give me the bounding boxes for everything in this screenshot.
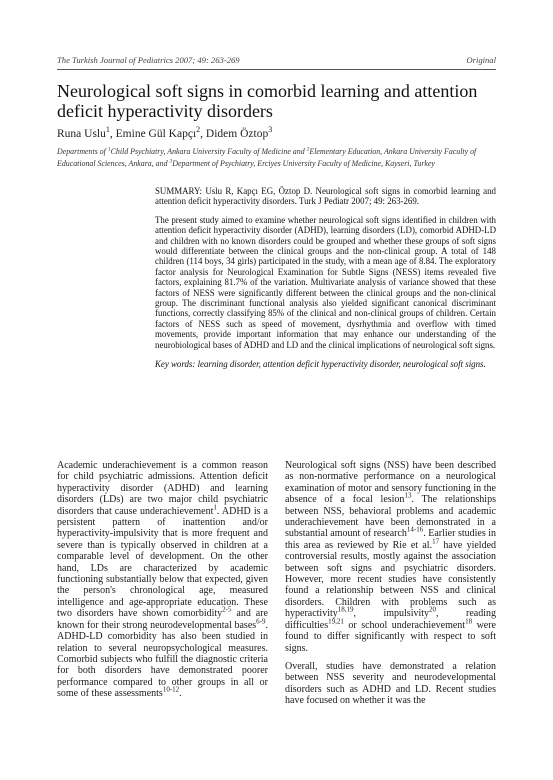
text-run: have yielded controversial results, mostly against the association between soft signs and psychiatric disorders. However, more recent studies have consistently found a relationship between NSS and clinical disorders. Children with problems such as hyperactivity: [285, 539, 497, 620]
text-run: , impulsivity: [353, 608, 430, 620]
text-run: or school underachievement: [343, 619, 466, 631]
affiliation-lead: Departments of: [57, 147, 108, 156]
journal-reference: The Turkish Journal of Pediatrics 2007; 49: 263-269: [57, 55, 240, 65]
affiliations: [57, 146, 497, 169]
citation-mark: 17: [432, 537, 440, 546]
text-run: Neurological soft signs (NSS) have been described as non-normative performance on a neurological examination of motor and sensory functioning in the absence of a focal lesion: [285, 460, 496, 506]
citation-mark: 13: [404, 491, 412, 500]
affiliation-text: Child Psychiatry, Ankara University Faculty of Medicine and: [110, 147, 307, 156]
body-paragraph: [285, 661, 496, 707]
text-run: . The relationships between NSS, behavioral problems and academic underachievement have been demonstrated in a substantial amount of research: [285, 494, 496, 540]
affiliation-mark: 3: [169, 157, 173, 164]
citation-mark: 6-9: [256, 617, 266, 626]
citation-mark: 18,19: [337, 605, 354, 614]
text-run: . ADHD-LD comorbidity has also been studied in relation to several neuropsychological measures. Comorbid subjects who fulfill the diagnostic criteria for both disorders have demonstrated poorer performance compared to other groups in all or some of these assessments: [57, 619, 268, 700]
text-run: .: [179, 688, 182, 700]
affiliation-mark: 1: [107, 146, 111, 153]
abstract-summary: SUMMARY: Uslu R, Kapçı EG, Öztop D. Neurological soft signs in comorbid learning and attention deficit hyperactivity disorders. Turk J Pediatr 2007; 49: 263-269.: [155, 186, 496, 207]
affiliation-mark: 2: [306, 146, 310, 153]
citation-mark: 2-5: [222, 605, 232, 614]
keywords: Key words: learning disorder, attention deficit hyperactivity disorder, neurological soft signs.: [155, 359, 486, 370]
author-affiliation-mark: 1: [105, 125, 110, 135]
section-label: Original: [466, 55, 496, 65]
author-name: Emine Gül Kapçı: [115, 128, 197, 140]
body-column-right: [285, 460, 496, 714]
abstract-body: The present study aimed to examine whether neurological soft signs identified in children with attention deficit hyperactivity disorder (ADHD), learning disorders (LD), comorbid ADHD-LD and children with no known disorders could be grouped and whether these groups of soft signs would differentiate between the clinical groups and the non-clinical group. A total of 148 children (114 boys, 34 girls) participated in the study, with a mean age of 8.84. The exploratory factor analysis for Neurological Examination for Subtle Signs (NESS) items revealed five factors, explaining 81.7% of the variation. Multivariate analysis of variance showed that these factors of NESS were significantly different between the clinical groups and the non-clinical group. The discriminant functional analysis also yielded significant canonical discriminant functions, correctly classifying 85% of the clinical and non-clinical groups of children. Certain factors of NESS such as speed of movement, dysrhythmia and overflow with timed movements, provide important information that may enhance our understanding of the neurobiological bases of ADHD and LD and the clinical implications of neurological soft signs.: [155, 214, 496, 350]
body-paragraph: [57, 460, 268, 700]
body-column-left: [57, 460, 268, 707]
text-run: . Earlier studies in this area as reviewed by Rie et al.: [285, 528, 497, 551]
header-divider: [57, 69, 496, 70]
running-header: [57, 55, 496, 65]
citation-mark: 1: [213, 503, 217, 512]
citation-mark: 18: [465, 617, 473, 626]
text-run: . ADHD is a persistent pattern of inattention and/or hyperactivity-impulsivity that is more frequent and severe than is typically observed in children at a comparable level of development. On the other hand, LDs are characterized by academic functioning substantially below that expected, given the person's chronological age, measured intelligence and age-appropriate education. These two disorders have shown comorbidity: [57, 505, 268, 620]
abstract: [155, 186, 496, 370]
affiliation-text: Elementary Education, Ankara University Faculty of Educational Sciences, Ankara, and: [57, 147, 477, 168]
citation-mark: 14-16: [406, 526, 424, 535]
body-paragraph: [285, 460, 496, 654]
author-name: Didem Öztop: [205, 128, 269, 140]
author-affiliation-mark: 2: [196, 125, 201, 135]
text-run: were found to differ significantly with respect to soft signs.: [285, 619, 496, 654]
text-run: Academic underachievement is a common reason for child psychiatric admissions. Attention deficit hyperactivity disorder (ADHD) and learning disorders (LDs) are two major child psychiatric disorders that cause underachievement: [57, 460, 268, 517]
text-run: Overall, studies have demonstrated a relation between NSS severity and neurodevelopmental disorders such as ADHD and LD. Recent studies have focused on whether it was the: [285, 660, 496, 707]
citation-mark: 20: [429, 605, 437, 614]
affiliation-text: Department of Psychiatry, Erciyes University Faculty of Medicine, Kayseri, Turkey: [172, 158, 435, 168]
author-affiliation-mark: 3: [268, 125, 273, 135]
author-name: Runa Uslu: [57, 128, 106, 140]
text-run: and are known for their strong neurodevelopmental bases: [57, 608, 268, 631]
citation-mark: 10-12: [162, 685, 180, 694]
text-run: , reading difficulties: [285, 608, 496, 631]
article-title: Neurological soft signs in comorbid learning and attention deficit hyperactivity disorders: [57, 81, 478, 121]
author-list: Runa Uslu$^1$, Emine Gül Kapçı$^2$, Didem Öztop$^3$: [57, 125, 273, 140]
citation-mark: 19,21: [328, 617, 344, 626]
